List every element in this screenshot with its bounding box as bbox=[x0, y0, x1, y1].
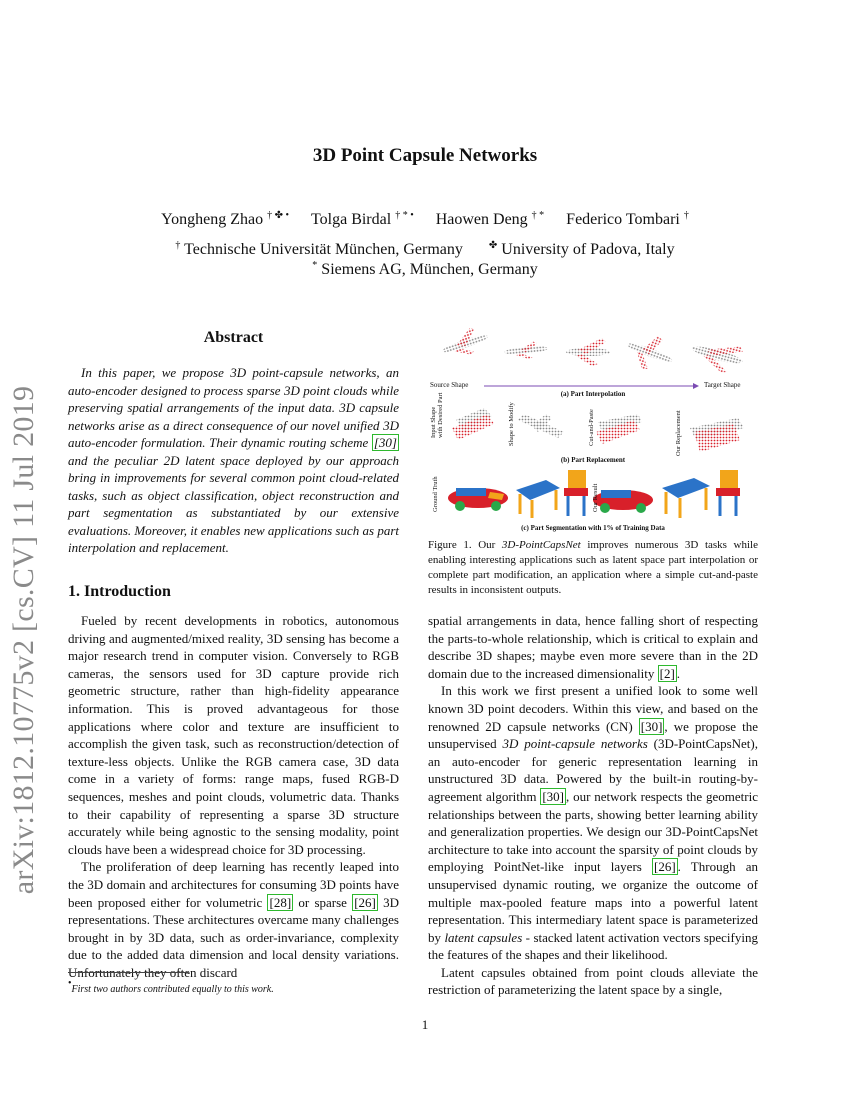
figure-subcaption-a: (a) Part Interpolation bbox=[560, 390, 626, 398]
citation-link[interactable]: [26] bbox=[653, 859, 676, 875]
seg-chair-gt bbox=[564, 470, 588, 516]
figure-vlabel-result: Our Result bbox=[592, 483, 599, 512]
airplane-1 bbox=[438, 328, 492, 363]
citation-link[interactable]: [30] bbox=[640, 718, 663, 734]
seg-table-result bbox=[662, 478, 710, 518]
author: Haowen Deng † * bbox=[435, 210, 545, 228]
figure-source-label: Source Shape bbox=[430, 381, 469, 389]
figure-vlabel-modify: Shape to Modify bbox=[508, 402, 515, 446]
abstract-body: In this paper, we propose 3D point-capsule networks, an auto-encoder designed to process sparse 3D point clouds while preserving spatial arrangements of the input data. 3D capsule networks arise as a direct consequence of our novel unified 3D auto-encoder formulation. Their dynamic routing scheme [30] and the peculiar 2D latent space deployed by our approach bring in improvements for several common point cloud-related tasks, such as object classification, object reconstruction and part segmentation as substantiated by our extensive evaluations. Moreover, it enables new applications such as part interpolation and replacement. bbox=[68, 365, 399, 555]
figure-vlabel-ours: Our Replacement bbox=[675, 410, 682, 456]
seg-chair-result bbox=[716, 470, 740, 516]
seg-car-result bbox=[593, 490, 653, 513]
citation-link[interactable]: [30] bbox=[542, 788, 564, 804]
intro-paragraph-2: The proliferation of deep learning has recently leaped into the 3D domain and architectures for consuming 3D points have been proposed either for volumetric [28] or sparse [26] 3D representations. These architectures overcame many challenges brought in by 3D data, such as order-invariance, complexity due to the added data dimension and local density variations. Unfortunately they often discard bbox=[68, 859, 400, 980]
citation-link[interactable]: [30] bbox=[373, 435, 397, 450]
figure-1-caption: Figure 1. Our 3D-PointCapsNet improves numerous 3D tasks while enabling interesting applications such as latent space part interpolation or complete part modification, an application where a simple cut-and-paste results in inconsistent outputs. bbox=[428, 539, 758, 596]
intro-left-column bbox=[68, 612, 399, 981]
abstract-heading: Abstract bbox=[203, 329, 264, 346]
figure-subcaption-c: (c) Part Segmentation with 1% of Training Data bbox=[521, 524, 665, 532]
arxiv-identifier: arXiv:1812.10775v2 [cs.CV] 11 Jul 2019 bbox=[7, 385, 40, 895]
author-list bbox=[0, 210, 850, 229]
affiliations-line-2: * Siemens AG, München, Germany bbox=[312, 260, 538, 278]
intro-paragraph-4: In this work we first present a unified look to some well known 3D point decoders. Within this view, and based on the renowned 2D capsule networks (CN) [30] , we propose the unsupervised 3D point-capsule networks (3D-PointCapsNet), an auto-encoder for generic representation learning in unstructured 3D data. Powered by the built-in routing-by-agreement algorithm [30] , our network respects the geometric relationships between the parts, showing better learning ability and generalization properties. We design our 3D-PointCapsNet architecture to take into account the sparsity of point clouds by employing PointNet-like input layers [26] . Through an unsupervised dynamic routing, we organize the outcome of multiple max-pooled feature maps into a powerful latent representation. This intermediary latent space is parameterized by latent capsules - stacked latent activation vectors specifying the features of the shapes and their likelihood. bbox=[428, 683, 758, 963]
section-heading-introduction: 1. Introduction bbox=[68, 583, 171, 600]
seg-car-gt bbox=[448, 488, 508, 511]
arxiv-sidebar bbox=[2, 280, 46, 1000]
author: Tolga Birdal † * • bbox=[310, 210, 414, 228]
paper-title: 3D Point Capsule Networks bbox=[312, 145, 538, 166]
intro-right-column bbox=[428, 612, 758, 999]
footnote: •First two authors contributed equally to this work. bbox=[68, 978, 274, 995]
intro-paragraph-5: Latent capsules obtained from point clouds alleviate the restriction of parameterizing the latent space by a single, bbox=[428, 964, 758, 998]
airplane-3 bbox=[566, 338, 610, 366]
figure-1 bbox=[428, 328, 758, 534]
airplane-2 bbox=[503, 340, 548, 361]
footnote-rule bbox=[68, 972, 188, 973]
figure-vlabel-gt: Ground Truth bbox=[432, 476, 439, 512]
replacement-cut-paste bbox=[596, 414, 642, 444]
figure-target-label: Target Shape bbox=[704, 381, 741, 389]
replacement-shape-to-modify bbox=[518, 414, 564, 438]
citation-link[interactable]: [28] bbox=[269, 894, 292, 910]
figure-vlabel-input: Input Shape with Desired Part bbox=[430, 392, 444, 438]
replacement-ours bbox=[690, 418, 744, 452]
airplane-5 bbox=[688, 335, 746, 377]
author: Yongheng Zhao † ✤ • bbox=[161, 210, 289, 228]
page-number: 1 bbox=[421, 1017, 429, 1032]
figure-subcaption-b: (b) Part Replacement bbox=[560, 456, 626, 464]
citation-link[interactable]: [26] bbox=[354, 894, 376, 910]
figure-vlabel-cut: Cut-and-Paste bbox=[588, 409, 595, 446]
intro-paragraph-1: Fueled by recent developments in robotics, autonomous driving and augmented/mixed reality, 3D sensing has become a major research trend in computer vision. Conversely to RGB cameras, the sensors used for 3D capture provide rich geometric structure, rather than high-fidelity appearance information. This is proved advantageous for those applications where color and texture are insufficient to accomplish the given task, such as reconstruction/detection of texture-less objects. Unlike the RGB camera case, 3D data come in a variety of forms: range maps, fused RGB-D sequences, meshes and point clouds, volumetric data. Thanks to their capability of representing a sparse 3D structure accurately while being agnostic to the sensing modality, point clouds have been a widespread choice for 3D processing. bbox=[68, 613, 399, 857]
airplane-4 bbox=[621, 328, 678, 378]
seg-table-gt bbox=[516, 480, 560, 518]
author: Federico Tombari † bbox=[566, 210, 689, 228]
replacement-input-shape bbox=[452, 408, 494, 440]
citation-link[interactable]: [2] bbox=[659, 665, 675, 681]
affiliations-line-1: † Technische Universität München, Germany ✤ University of Padova, Italy bbox=[175, 240, 675, 258]
intro-paragraph-3: spatial arrangements in data, hence falling short of respecting the parts-to-whole relationship, which is critical to explain and describe 3D shapes; maybe even more severe than in the 2D domain due to the increased dimensionality [2] . bbox=[428, 613, 758, 681]
